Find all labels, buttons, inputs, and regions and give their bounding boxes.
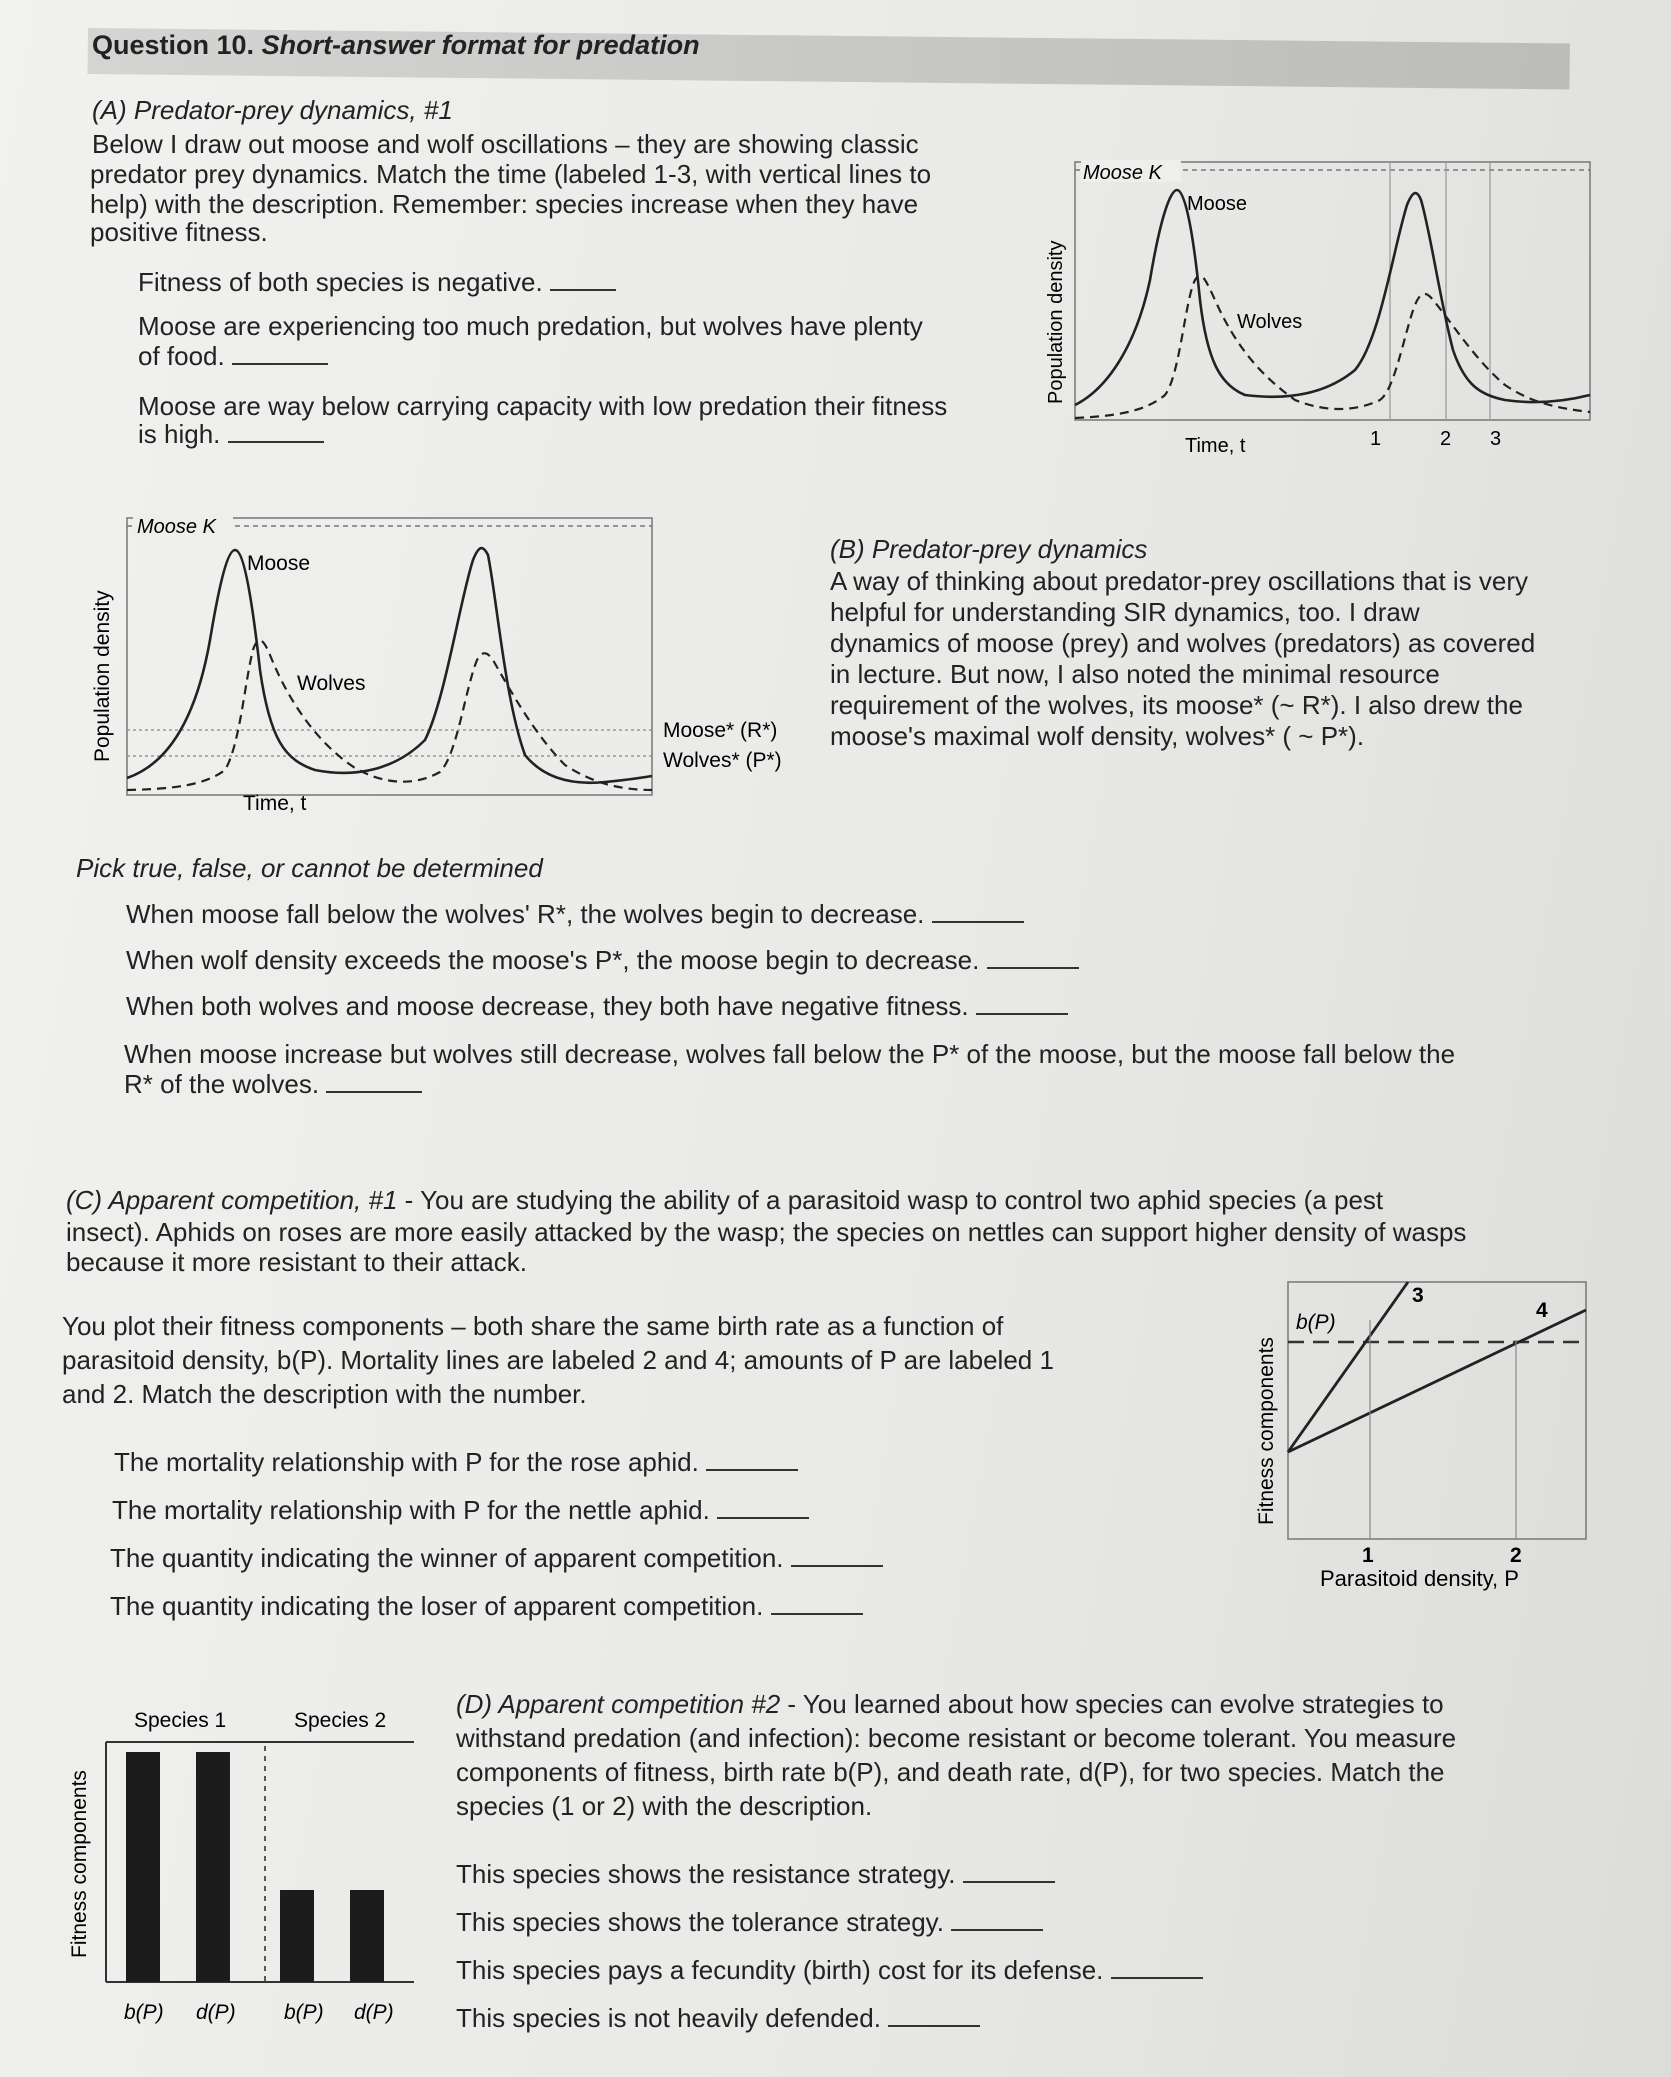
partC-p2: parasitoid density, b(P). Mortality lines are labeled 2 and 4; amounts of P are labeled 1: [62, 1345, 1054, 1375]
partB-ylabel: Population density: [91, 590, 114, 762]
partD-q4: [456, 2002, 980, 2035]
partD-q2-text: This species shows the tolerance strategy.: [456, 1907, 944, 1937]
partD-xlabel-4: d(P): [354, 2001, 394, 2024]
answer-blank[interactable]: [228, 419, 324, 443]
partB-moosek-label: Moose K: [137, 516, 216, 538]
partC-label-3: 3: [1412, 1284, 1424, 1307]
partC-p1: You plot their fitness components – both share the same birth rate as a function of: [62, 1311, 1004, 1341]
partD-q1-text: This species shows the resistance strategy.: [456, 1859, 956, 1889]
partA-intro-3: help) with the description. Remember: species increase when they have: [90, 189, 919, 219]
partA-wolves-label: Wolves: [1237, 311, 1303, 333]
partB-line-5: requirement of the wolves, its moose* (~ R*). I also drew the: [830, 690, 1523, 720]
partC-heading-rest: - You are studying the ability of a parasitoid wasp to control two aphid species (a pest: [397, 1185, 1384, 1215]
partD-bars: [126, 1752, 384, 1982]
partB-moose-label: Moose: [247, 552, 311, 575]
partB-moosestar-label: Moose* (R*): [663, 719, 778, 742]
partB-line-3: dynamics of moose (prey) and wolves (predators) as covered: [830, 628, 1536, 658]
partD-bar-3: [280, 1890, 314, 1982]
partA-moosek-label: Moose K: [1083, 162, 1162, 184]
answer-blank[interactable]: [791, 1543, 883, 1567]
partA-q3-text: is high.: [138, 419, 221, 449]
partC-line-2: insect). Aphids on roses are more easily attacked by the wasp; the species on nettles can support higher density of wasps: [66, 1217, 1467, 1247]
partD-species2-label: Species 2: [294, 1709, 387, 1732]
partD-line-4: species (1 or 2) with the description.: [456, 1791, 873, 1821]
partB-s2: [126, 944, 1079, 977]
partA-q2: [138, 340, 328, 373]
partA-q1: [138, 266, 616, 299]
partB-s4-line1: When moose increase but wolves still decrease, wolves fall below the P* of the moose, but the moose fall below the: [124, 1039, 1456, 1069]
partB-s1: [126, 898, 1024, 931]
partC-q2-text: The mortality relationship with P for the nettle aphid.: [112, 1495, 710, 1525]
partA-chart: [1035, 150, 1605, 470]
partA-q1-text: Fitness of both species is negative.: [138, 267, 543, 297]
partD-q3-text: This species pays a fecundity (birth) cost for its defense.: [456, 1955, 1104, 1985]
answer-blank[interactable]: [326, 1069, 422, 1093]
partA-q2-line1: Moose are experiencing too much predation, but wolves have plenty: [138, 311, 923, 341]
partB-line-2: helpful for understanding SIR dynamics, too. I draw: [830, 597, 1420, 627]
partD-line-3: components of fitness, birth rate b(P), and death rate, d(P), for two species. Match the: [456, 1757, 1445, 1787]
partA-tick-2: 2: [1440, 428, 1452, 450]
partD-q2: [456, 1906, 1043, 1939]
partA-intro-2: predator prey dynamics. Match the time (labeled 1-3, with vertical lines to: [90, 159, 932, 189]
partD-bar-2: [196, 1752, 230, 1982]
partA-ylabel: Population density: [1045, 240, 1067, 404]
partB-s2-text: When wolf density exceeds the moose's P*, the moose begin to decrease.: [126, 945, 980, 975]
partD-xlabel-1: b(P): [124, 2001, 164, 2024]
partA-intro-4: positive fitness.: [90, 217, 268, 247]
title-number: Question 10.: [92, 30, 255, 60]
answer-blank[interactable]: [951, 1907, 1043, 1931]
title-subtitle: Short-answer format for predation: [261, 30, 700, 60]
partD-bar-1: [126, 1752, 160, 1982]
partB-s3: [126, 990, 1068, 1023]
partC-q3: [110, 1542, 883, 1575]
partA-q3: [138, 418, 324, 451]
partD-q3: [456, 1954, 1203, 1987]
partB-moose-curve: [127, 548, 652, 783]
answer-blank[interactable]: [888, 2003, 980, 2027]
partB-s4: [124, 1068, 422, 1101]
partA-moose-label: Moose: [1187, 193, 1248, 215]
partC-p3: and 2. Match the description with the number.: [62, 1379, 587, 1409]
partC-xlabel: Parasitoid density, P: [1320, 1566, 1519, 1591]
partC-heading: [66, 1184, 1383, 1217]
partC-tick-2: 2: [1510, 1544, 1522, 1567]
partD-ylabel: Fitness components: [68, 1770, 91, 1958]
partD-heading-rest: - You learned about how species can evolve strategies to: [780, 1689, 1444, 1719]
page-title: [92, 30, 700, 61]
partD-q1: [456, 1858, 1055, 1891]
answer-blank[interactable]: [706, 1447, 798, 1471]
partC-q1: [114, 1446, 798, 1479]
answer-blank[interactable]: [976, 991, 1068, 1015]
partB-xlabel: Time, t: [243, 792, 307, 815]
partC-q3-text: The quantity indicating the winner of apparent competition.: [110, 1543, 784, 1573]
partB-s4-text: R* of the wolves.: [124, 1069, 320, 1099]
partA-moose-curve: [1075, 190, 1590, 405]
partC-chart: [1240, 1280, 1640, 1610]
partC-bP-label: b(P): [1296, 1311, 1336, 1334]
partB-pick: Pick true, false, or cannot be determined: [76, 853, 543, 883]
partB-line-6: moose's maximal wolf density, wolves* ( ~ P*).: [830, 721, 1365, 751]
partB-wolves-label: Wolves: [297, 672, 366, 695]
answer-blank[interactable]: [717, 1495, 809, 1519]
partC-tick-1: 1: [1362, 1544, 1374, 1567]
partD-xlabel-3: b(P): [284, 2001, 324, 2024]
partC-ylabel: Fitness components: [1255, 1337, 1278, 1525]
answer-blank[interactable]: [771, 1591, 863, 1615]
answer-blank[interactable]: [987, 945, 1079, 969]
partB-heading: (B) Predator-prey dynamics: [830, 534, 1148, 564]
partA-tick-1: 1: [1370, 428, 1382, 450]
partB-line-1: A way of thinking about predator-prey oscillations that is very: [830, 566, 1529, 596]
partA-q3-line1: Moose are way below carrying capacity with low predation their fitness: [138, 391, 948, 421]
partD-heading-title: (D) Apparent competition #2: [456, 1689, 781, 1719]
partC-line-3: [1288, 1282, 1408, 1452]
partB-chart: [85, 510, 805, 830]
partC-heading-title: (C) Apparent competition, #1: [66, 1185, 398, 1215]
partD-q4-text: This species is not heavily defended.: [456, 2003, 881, 2033]
partA-xlabel: Time, t: [1185, 435, 1246, 457]
partA-heading: (A) Predator-prey dynamics, #1: [92, 95, 453, 125]
partC-q4: [110, 1590, 863, 1623]
partA-q2-text: of food.: [138, 341, 225, 371]
answer-blank[interactable]: [232, 341, 328, 365]
partB-wolvesstar-label: Wolves* (P*): [663, 749, 782, 772]
partC-label-4: 4: [1536, 1299, 1548, 1322]
partC-q4-text: The quantity indicating the loser of apparent competition.: [110, 1591, 764, 1621]
partC-line-3: because it more resistant to their attack.: [66, 1247, 527, 1277]
partD-bar-4: [350, 1890, 384, 1982]
partC-q2: [112, 1494, 809, 1527]
answer-blank[interactable]: [550, 267, 616, 291]
partB-s3-text: When both wolves and moose decrease, they both have negative fitness.: [126, 991, 969, 1021]
answer-blank[interactable]: [932, 899, 1024, 923]
answer-blank[interactable]: [1111, 1955, 1203, 1979]
partD-species1-label: Species 1: [134, 1709, 227, 1732]
partA-wolves-curve: [1075, 276, 1590, 418]
partB-line-4: in lecture. But now, I also noted the minimal resource: [830, 659, 1440, 689]
partD-xlabel-2: d(P): [196, 2001, 236, 2024]
partA-tick-3: 3: [1490, 428, 1502, 450]
partB-s1-text: When moose fall below the wolves' R*, the wolves begin to decrease.: [126, 899, 925, 929]
answer-blank[interactable]: [963, 1859, 1055, 1883]
partD-heading: [456, 1688, 1444, 1721]
partD-chart: [62, 1696, 442, 2036]
partA-intro-1: Below I draw out moose and wolf oscillations – they are showing classic: [92, 129, 919, 159]
partC-q1-text: The mortality relationship with P for the rose aphid.: [114, 1447, 699, 1477]
partA-chart-frame: [1075, 162, 1590, 420]
partD-line-2: withstand predation (and infection): become resistant or become tolerant. You measure: [456, 1723, 1457, 1753]
